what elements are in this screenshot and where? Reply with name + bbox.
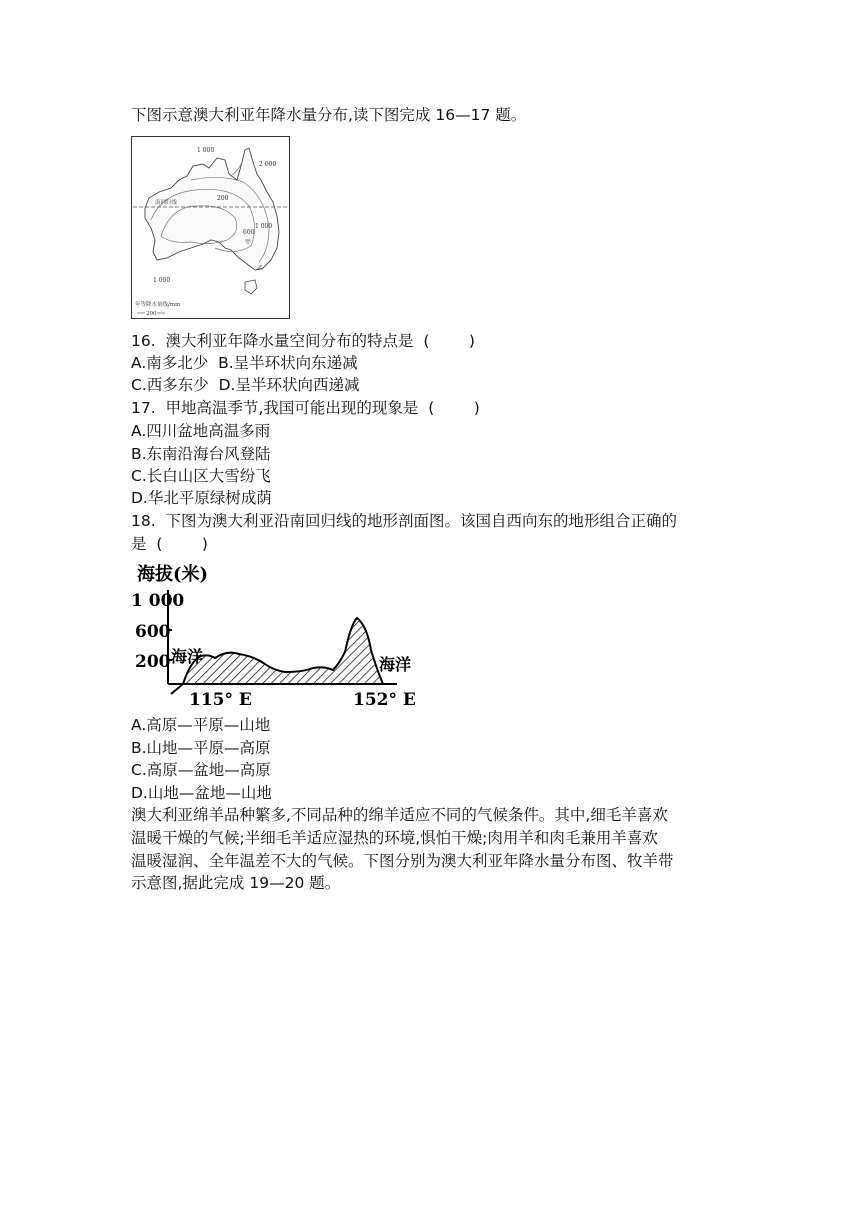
q16-options-2: C.西多东少 D.呈半环状向西递减	[131, 376, 360, 394]
y-tick-label: 1 000	[131, 591, 185, 611]
shelf-line	[171, 684, 183, 694]
map-label: 2 000	[259, 161, 277, 168]
map-label: 200	[217, 195, 229, 202]
q18-option-b: B.山地—平原—高原	[131, 739, 271, 757]
y-tick-label: 600	[135, 622, 171, 642]
y-tick-label: 200	[135, 652, 171, 672]
q17-option-d: D.华北平原绿树成荫	[131, 489, 272, 507]
terrain-shape	[183, 618, 383, 684]
q17-option-b: B.东南沿海台风登陆	[131, 445, 271, 463]
q18-option-c: C.高原—盆地—高原	[131, 761, 271, 779]
passage-line: 示意图,据此完成 19—20 题。	[131, 874, 341, 892]
x-tick-label: 152° E	[353, 690, 416, 710]
map-label: 甲	[245, 239, 252, 246]
profile-ylabel: 海拔(米)	[137, 564, 209, 585]
passage-line: 温暖湿润、全年温差不大的气候。下图分别为澳大利亚年降水量分布图、牧羊带	[131, 852, 674, 870]
map-label: 南回归线	[155, 200, 178, 206]
map-legend-title: 年等降水量线/mm	[135, 302, 181, 308]
map-label: 600	[243, 229, 255, 236]
right-sea-label: 海洋	[379, 655, 412, 674]
q16-stem: 16. 澳大利亚年降水量空间分布的特点是 ( )	[131, 332, 475, 350]
passage-line: 澳大利亚绵羊品种繁多,不同品种的绵羊适应不同的气候条件。其中,细毛羊喜欢	[131, 806, 668, 824]
map-label: 乙	[257, 265, 264, 272]
q18-option-d: D.山地—盆地—山地	[131, 784, 272, 802]
terrain-profile	[131, 560, 421, 710]
x-tick-label: 115° E	[189, 690, 252, 710]
q18-stem-1: 18. 下图为澳大利亚沿南回归线的地形剖面图。该国自西向东的地形组合正确的	[131, 512, 678, 530]
map-label: 1 000	[197, 147, 215, 154]
rainfall-map	[131, 136, 290, 319]
q18-stem-2: 是 ( )	[131, 535, 208, 553]
q17-option-a: A.四川盆地高温多雨	[131, 422, 271, 440]
q18-option-a: A.高原—平原—山地	[131, 716, 271, 734]
map-label: 1 000	[153, 277, 171, 284]
q17-stem: 17. 甲地高温季节,我国可能出现的现象是 ( )	[131, 399, 480, 417]
passage-line: 温暖干燥的气候;半细毛羊适应湿热的环境,惧怕干燥;肉用羊和肉毛兼用羊喜欢	[131, 829, 658, 847]
q17-option-c: C.长白山区大雪纷飞	[131, 467, 271, 485]
intro-text: 下图示意澳大利亚年降水量分布,读下图完成 16—17 题。	[131, 106, 527, 124]
left-sea-label: 海洋	[171, 647, 204, 666]
map-legend-value: 200	[146, 311, 157, 317]
q16-options-1: A.南多北少 B.呈半环状向东递减	[131, 354, 358, 372]
map-label: 1 000	[255, 223, 273, 230]
